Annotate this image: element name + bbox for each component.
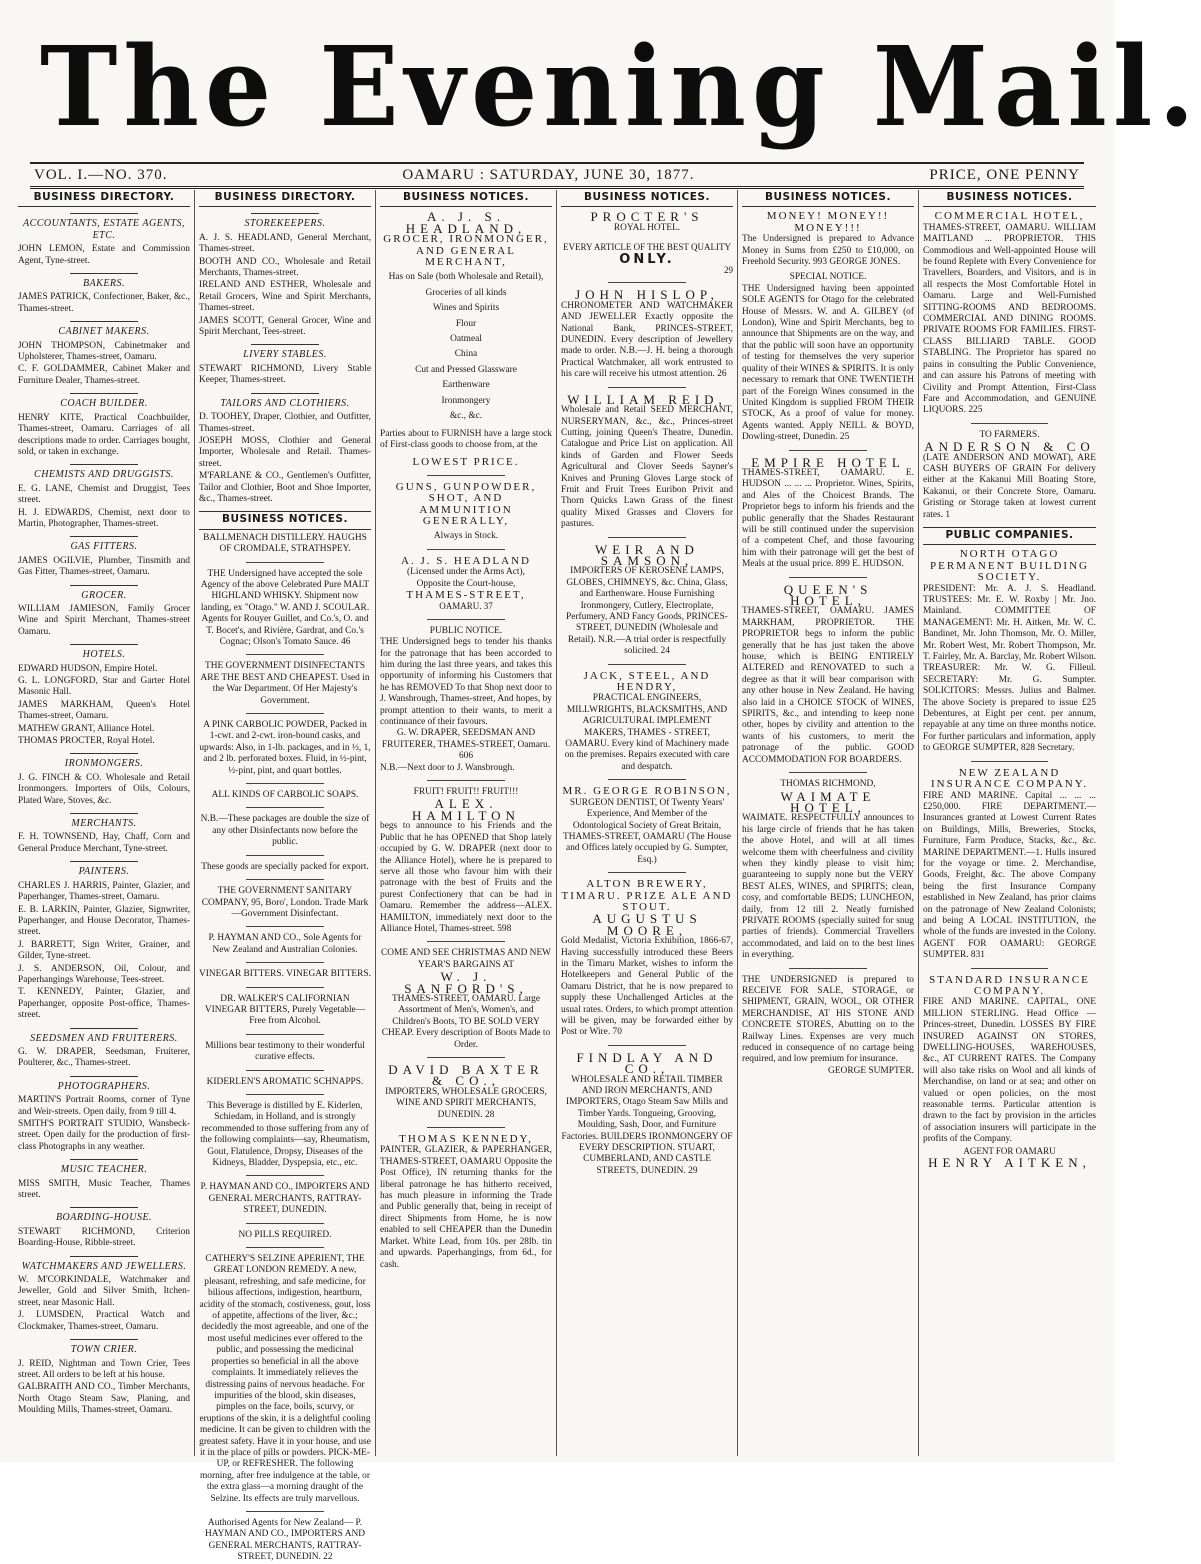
ad-title: MR. GEORGE ROBINSON, — [562, 785, 732, 798]
column-business-directory-1 — [14, 190, 195, 1456]
commercial-hotel-ad — [923, 211, 1096, 416]
directory-entry: J. REID, Nightman and Town Crier, Tees street. All orders to be left at his house. — [18, 1358, 190, 1380]
ad-text: SURGEON DENTIST, Of Twenty Years' Experience, And Member of the Odontological Society of Great Britain, THAMES-STREET, OAMARU (The House and Offices lately occupied by G. Sumpter, Esq.) — [562, 797, 732, 865]
section-heading: MERCHANTS. — [18, 813, 190, 829]
ad-line: LOWEST PRICE. — [412, 456, 520, 469]
ad-text: PRACTICAL ENGINEERS, MILLWRIGHTS, BLACKSMITHS, AND AGRICULTURAL IMPLEMENT MAKERS, THAMES - STREET, OAMARU. Every kind of Machinery made on the premises. Repairs executed with care and despatch. — [564, 693, 730, 772]
directory-entry: W. M'CORKINDALE, Watchmaker and Jeweller, Gold and Silver Smith, Itchen-street, near Masonic Hall. — [18, 1275, 190, 1308]
divider — [246, 562, 323, 563]
ad-line: Opposite the Court-house, — [416, 578, 516, 589]
notice-paragraph: THE GOVERNMENT SANITARY COMPANY, 95, Boro', London. Trade Mark—Government Disinfectant. — [201, 886, 369, 919]
ad-line: Always in Stock. — [433, 531, 499, 542]
directory-entry: STEWART RICHMOND, Criterion Boarding-House, Ribble-street. — [18, 1226, 190, 1249]
section-heading: WATCHMAKERS AND JEWELLERS. — [18, 1256, 190, 1272]
section-heading: MUSIC TEACHER. — [18, 1159, 190, 1175]
notice-paragraph: ALL KINDS OF CARBOLIC SOAPS. — [211, 790, 359, 801]
column-subheading: PUBLIC COMPANIES. — [923, 527, 1096, 545]
ad-title: PROCTER'S — [590, 209, 704, 225]
divider — [246, 1223, 323, 1224]
notice-paragraph: KIDERLEN'S AROMATIC SCHNAPPS. — [206, 1076, 364, 1087]
ad-text: The Undersigned is prepared to Advance Money in Sums from £250 to £10,000, on Freehold Security. 993 GEORGE JONES. — [742, 234, 914, 268]
directory-entry: F. H. TOWNSEND, Hay, Chaff, Corn and General Produce Merchant, Tyne-street. — [18, 832, 190, 854]
ad-title: MONEY! MONEY!! MONEY!!! — [766, 210, 890, 234]
directory-entry: MISS SMITH, Music Teacher, Thames street. — [18, 1178, 190, 1201]
money-ad — [742, 211, 914, 268]
ad-list-item: Wines and Spirits — [432, 303, 500, 314]
divider — [608, 282, 685, 283]
ad-title: NEW ZEALAND INSURANCE COMPANY. — [930, 766, 1089, 791]
procter-ad — [561, 211, 733, 276]
divider — [427, 475, 504, 476]
directory-blocks — [199, 213, 371, 505]
divider — [246, 987, 323, 988]
price: PRICE, ONE PENNY — [929, 166, 1080, 183]
divider — [427, 1127, 504, 1128]
divider — [608, 664, 685, 665]
section-heading: COACH BUILDER. — [18, 393, 190, 409]
divider — [789, 450, 866, 451]
ad-title: ANDERSON & CO — [924, 439, 1095, 455]
findlay-ad — [561, 1049, 733, 1177]
section-heading: TOWN CRIER. — [18, 1339, 190, 1355]
ad-subtitle: ROYAL HOTEL. — [613, 222, 681, 233]
directory-entry: JAMES SCOTT, General Grocer, Wine and Spirit Merchant, Tees-street. — [199, 315, 371, 338]
directory-entry: H. J. EDWARDS, Chemist, next door to Martin, Photographer, Thames-street. — [18, 507, 190, 529]
divider — [608, 537, 685, 538]
divider — [246, 713, 323, 714]
divider — [971, 761, 1049, 762]
ad-text: N.B.—Next door to J. Wansbrough. — [380, 762, 515, 773]
section-heading: LIVERY STABLES. — [199, 344, 371, 360]
directory-entry: T. KENNEDY, Painter, Glazier, and Paperhanger, opposite Post-office, Thames-street. — [18, 987, 190, 1021]
notice-paragraph: This Beverage is distilled by E. Kiderlen, Schiedam, in Holland, and is strongly recommended to those suffering from any of the following complaints—say, Rheumatism, Gout, Flatulence, Dropsy, Diseases of the Kidneys, Bladder, Dyspepsia, etc., etc. — [200, 1100, 370, 1168]
masthead — [40, 21, 1201, 152]
directory-entry: G. L. LONGFORD, Star and Garter Hotel Masonic Hall. — [18, 676, 190, 698]
ad-text: WHOLESALE AND RETAIL TIMBER AND IRON MERCHANTS, AND IMPORTERS, Otago Steam Saw Mills and Timber Yards. Tongueing, Grooving, Moulding, Sash, Door, and Furniture Factories. BUILDERS IRONMONGERY OF EVERY DESCRIPTION. STUART, CUMBERLAND, AND CASTLE STREETS, DUNEDIN. 29 — [561, 1074, 733, 1176]
column-business-notices-3 — [376, 190, 557, 1456]
divider — [427, 619, 504, 620]
ad-list-item: Earthenware — [442, 380, 490, 391]
directory-entry: SMITH'S PORTRAIT STUDIO, Wansbeck-street. Open daily for the production of first-class Photographs in any weather. — [18, 1119, 190, 1152]
ad-list-item: Flour — [455, 318, 477, 329]
column-heading: BUSINESS NOTICES. — [380, 190, 552, 207]
ad-signature: G. W. DRAPER, SEEDSMAN AND FRUITERER, THAMES-STREET, Oamaru. 606 — [381, 728, 551, 762]
ad-title: NORTH OTAGO PERMANENT BUILDING SOCIETY. — [930, 548, 1089, 584]
directory-entry: A. J. S. HEADLAND, General Merchant, Thames-street. — [199, 232, 371, 255]
column-subheading: BUSINESS NOTICES. — [199, 511, 371, 529]
reid-ad — [561, 391, 733, 531]
notice-paragraph: NO PILLS REQUIRED. — [238, 1229, 332, 1240]
ad-text: FIRE AND MARINE. CAPITAL, ONE MILLION STERLING. Head Office — Princes-street, Dunedin. LOSSES BY FIRE INSURED AGAINST ON STORES, DWELLING-HOUSES, WAREHOUSES, &c., AT CURRENT RATES. The Company will also take risks on Wool and all kinds of Merchandise, on land or at sea; and other on valued or open policies, on the most reasonable terms. Particular attention is drawn to the fact by provision in the articles of association insurers will participate in the profits of the Company. — [923, 997, 1096, 1145]
divider — [246, 926, 323, 927]
directory-entry: D. TOOHEY, Draper, Clothier, and Outfitter, Thames-street. — [199, 412, 371, 434]
ad-text: THAMES-STREET, OAMARU. Large Assortment of Men's, Women's, and Children's Boots, TO BE SOLD VERY CHEAP. Every description of Boots Made to Order. — [381, 993, 551, 1050]
ad-text: FIRE AND MARINE. Capital ... ... ... £250,000. FIRE DEPARTMENT.—Insurances granted at Lowest Current Rates on Buildings, Mills, Breweries, Stocks, Furniture, Farm Produce, Stacks, &c., &c. MARINE DEPARTMENT.—1. Hulls insured for the voyage or time. 2. Merchandise, Goods, Freight, &c. The above Company being the first Insurance Company established in New Zealand, has prior claims on the patronage of New Zealand Colonists; and being A LOCAL INSTITUTION, the whole of the funds are invested in the Colony. AGENT FOR OAMARU: GEORGE SUMPTER. 831 — [923, 790, 1096, 961]
north-otago-society-ad — [923, 549, 1096, 754]
ad-list-item: Ironmongery — [441, 395, 491, 406]
divider — [608, 872, 685, 873]
ad-item-list — [380, 288, 552, 423]
ad-title: JACK, STEEL, AND HENDRY, — [583, 669, 711, 694]
ad-text: THE Undersigned having been appointed SOLE AGENTS for Otago for the celebrated House of Messrs. W. and A. GILBEY (of London), Wine and Spirit Merchants, beg to announce that Shipments are on the way, and that the public will soon have an opportunity of testing for themselves the very superior quality of their WINES & SPIRITS. It is only necessary to remark that ONE TWENTIETH part of the Foreign Wines consumed in the United Kingdom is supplied FROM THEIR STOCK, As a proof of value for money. Agents wanted. Apply NEILL & BOYD, Dowling-street, Dunedin. 25 — [742, 283, 914, 443]
kennedy-ad — [380, 1134, 552, 1271]
directory-entry: JAMES OGILVIE, Plumber, Tinsmith and Gas Fitter, Thames-street, Oamaru. — [18, 555, 190, 578]
directory-entry: MARTIN'S Portrait Rooms, corner of Tyne and Weir-streets. Open daily, from 9 till 4. — [18, 1095, 190, 1117]
ad-title: THOMAS KENNEDY, — [399, 1133, 533, 1146]
ad-text: THAMES-STREET, OAMARU. E. HUDSON ... ... ... Proprietor. Wines, Spirits, and Ales of the Choicest Brands. The Proprietor begs to inform his friends and the public generally that the Shades Restaurant will be still continued under the supervision of a competent Chef, and those favouring him with their patronage will get the best of Meals at the usual price. 899 E. HUDSON. — [742, 467, 914, 570]
directory-entry: JOHN THOMPSON, Cabinetmaker and Upholsterer, Thames-street, Oamaru. — [18, 340, 190, 363]
ad-line: Has on Sale (both Wholesale and Retail), — [388, 272, 544, 283]
directory-entry: JAMES PATRICK, Confectioner, Baker, &c., Thames-street. — [18, 292, 190, 314]
divider — [971, 968, 1049, 969]
ad-title: WEIR AND SAMSON, — [595, 541, 699, 568]
notice-paragraph: DR. WALKER'S CALIFORNIAN VINEGAR BITTERS, Purely Vegetable—Free from Alcohol. — [204, 993, 366, 1027]
ad-title: ALEX. HAMILTON — [412, 796, 520, 823]
directory-entry: MATHEW GRANT, Alliance Hotel. — [18, 723, 155, 734]
ad-list-item: Groceries of all kinds — [425, 287, 507, 298]
section-heading: GAS FITTERS. — [18, 536, 190, 552]
ad-signature: HENRY AITKEN, — [928, 1155, 1091, 1171]
section-heading: CABINET MAKERS. — [18, 321, 190, 337]
notice-paragraph: These goods are specially packed for export. — [201, 861, 369, 872]
fruit-ad — [380, 787, 552, 935]
ad-text: PRESIDENT: Mr. A. J. S. Headland. TRUSTEES: Mr. E. W. Roxby | Mr. Jno. Mainland. COMMITTEE OF MANAGEMENT: Mr. H. Aitken, Mr. W. C. Bandinet, Mr. John Thomson, Mr. O. Miller, Mr. Robert West, Mr. Robert Thompson, Mr. T. Fairley, Mr. A. Barclay, Mr. Robert Wilson. TREASURER: Mr. W. G. Filleul. SECRETARY: Mr. G. Sumpter. SOLICITORS: Messrs. Julius and Balmer. The above Society is prepared to issue £25 Debentures, at Eight per cent. per annum, repayable at any time on three months notice. For further particulars and information, apply to GEORGE SUMPTER, 828 Secretary. — [923, 583, 1096, 754]
ad-line: OAMARU. 37 — [439, 601, 493, 612]
divider — [246, 1034, 323, 1035]
divider — [789, 968, 866, 969]
divider — [246, 855, 323, 856]
ad-text: IMPORTERS OF KEROSENE LAMPS, GLOBES, CHIMNEYS, &c. China, Glass, and Earthenware. House Furnishing Ironmongery, Cutlery, Electroplate, Perfumery, AND Fancy Goods, PRINCES-STREET, DUNEDIN (Wholesale and Retail). N.R.—A trial order is respectfully solicited. 24 — [566, 566, 728, 657]
ad-title: EMPIRE HOTEL — [751, 454, 905, 470]
ad-title: WAIMATE HOTEL, — [780, 788, 876, 815]
notice-paragraph: P. HAYMAN AND CO., Sole Agents for New Zealand and Australian Colonies. — [208, 933, 362, 955]
ad-subtitle: GROCER, IRONMONGER, AND GENERAL MERCHANT, — [383, 233, 549, 269]
directory-entry: E. G. LANE, Chemist and Druggist, Tees street. — [18, 483, 190, 506]
special-notice-ad — [742, 272, 914, 443]
section-heading: PHOTOGRAPHERS. — [18, 1076, 190, 1092]
divider — [427, 1057, 504, 1058]
divider — [427, 941, 504, 942]
ad-list-item: &c., &c. — [449, 411, 483, 422]
ad-list-item: Oatmeal — [450, 334, 482, 345]
ad-text: IMPORTERS, WHOLESALE GROCERS, WINE AND SPIRIT MERCHANTS, DUNEDIN. 28 — [385, 1086, 547, 1120]
directory-entry: THOMAS PROCTER, Royal Hotel. — [18, 736, 155, 747]
section-heading: BAKERS. — [18, 273, 190, 289]
divider — [246, 1094, 323, 1095]
divider — [608, 1045, 685, 1046]
notices-list — [199, 533, 371, 1564]
divider — [246, 807, 323, 808]
ad-text: THAMES-STREET, OAMARU. WILLIAM MAITLAND ... PROPRIETOR. THIS Commodious and Well-appointed House will be found Replete with Every Convenience for Travellers, Boarders, and Visitors, and is in all respects the Most Comfortable Hotel in Oamaru. Large and Well-Furnished SITTING-ROOMS AND BEDROOMS. COMMERCIAL AND DINING ROOMS. PRIVATE ROOMS FOR FAMILIES. FIRST-CLASS BILLIARD TABLE. GOOD STABLING. The Proprietor has spared no pains in consulting the Public Convenience, and can assure his Patrons of meeting with Civility and Prompt Attention, First-Class Fare and Accommodation, and GENUINE LIQUORS. 225 — [923, 222, 1096, 416]
baxter-ad — [380, 1064, 552, 1121]
directory-entry: GALBRAITH AND CO., Timber Merchants, North Otago Steam Saw, Planing, and Moulding Mills, Thames-street, Oamaru. — [18, 1382, 190, 1416]
section-heading: GROCER. — [18, 585, 190, 601]
column-business-directory-2 — [195, 190, 376, 1563]
directory-entry: C. F. GOLDAMMER, Cabinet Maker and Furniture Dealer, Thames-street. — [18, 364, 190, 386]
weir-ad — [561, 541, 733, 658]
headland-ad — [380, 211, 552, 612]
ad-line: AGENT FOR OAMARU — [963, 1145, 1056, 1156]
ad-text: (LATE ANDERSON AND MOWAT), ARE CASH BUYERS OF GRAIN For delivery either at the Kakanui Mill Boating Store, Kakanui, or their Concrete Store, Oamaru. Gristing or Storage taken at lowest current rates. 1 — [923, 452, 1096, 520]
standard-insurance-ad — [923, 975, 1096, 1169]
section-heading: IRONMONGERS. — [18, 753, 190, 769]
divider — [427, 549, 504, 550]
directory-entry: CHARLES J. HARRIS, Painter, Glazier, and Paperhanger, Thames-street, Oamaru. — [18, 880, 190, 903]
nz-insurance-ad — [923, 768, 1096, 962]
ad-title: FRUIT! FRUIT!! FRUIT!!! — [413, 787, 519, 798]
queens-hotel-ad — [742, 581, 914, 767]
column-heading: BUSINESS NOTICES. — [923, 190, 1096, 207]
dateline — [30, 162, 1084, 189]
directory-entry: J. BARRETT, Sign Writer, Grainer, and Gilder, Tyne-street. — [18, 939, 190, 962]
ad-text: PAINTER, GLAZIER, & PAPERHANGER, THAMES-STREET, OAMARU Opposite the Post Office), IN returning thanks for the liberal patronage he has hitherto received, has much pleasure in informing the Trade and Public generally that, being in receipt of direct Shipments from Home, he is now enabled to sell CHEAPER than the Dunedin Market. White Lead, from 10s. per 28lb. tin and upwards. Paperhangings, from 6d., for cash. — [380, 1145, 552, 1270]
section-heading: PAINTERS. — [18, 861, 190, 877]
divider — [246, 1247, 323, 1248]
ad-title: STANDARD INSURANCE COMPANY. — [929, 973, 1090, 997]
ad-text: THAMES-STREET, OAMARU. JAMES MARKHAM, PROPRIETOR. THE PROPRIETOR begs to inform the public generally that he has just taken the above house, which is BEING ENTIRELY ALTERED and RENOVATED to such a degree as that it will bear comparison with any other house in New Zealand. He having also laid in a CHOICE STOCK of WINES, SPIRITS, &c., and intending to keep none other, hopes by civility and attention to the wants of his customers, to merit the patronage of the public. GOOD ACCOMMODATION FOR BOARDERS. — [742, 606, 914, 765]
robinson-ad — [561, 786, 733, 866]
jack-ad — [561, 671, 733, 774]
ad-signature: GEORGE SUMPTER. — [828, 1065, 914, 1076]
divider — [246, 962, 323, 963]
ad-title: COMMERCIAL HOTEL, — [934, 210, 1085, 223]
divider — [246, 783, 323, 784]
directory-entry: J. LUMSDEN, Practical Watch and Clockmaker, Thames-street, Oamaru. — [18, 1310, 190, 1332]
divider — [789, 772, 866, 773]
ad-line: THAMES-STREET, — [406, 588, 526, 601]
notice-paragraph: Millions bear testimony to their wonderful curative effects. — [205, 1040, 365, 1063]
divider — [246, 879, 323, 880]
directory-entry: G. W. DRAPER, Seedsman, Fruiterer, Poulterer, &c., Thames-street. — [18, 1046, 190, 1069]
notice-paragraph: THE GOVERNMENT DISINFECTANTS ARE THE BEST AND CHEAPEST. Used in the War Department. Of Her Majesty's Government. — [200, 661, 370, 706]
directory-entry: J. G. FINCH & CO. Wholesale and Retail Ironmongers. Importers of Oils, Colours, Plated Ware, Stoves, &c. — [18, 772, 190, 806]
divider — [246, 654, 323, 655]
ad-line: GUNS, GUNPOWDER, SHOT, AND AMMUNITION GENERALLY, — [395, 480, 537, 527]
section-heading: STOREKEEPERS. — [199, 213, 371, 229]
directory-entry: STEWART RICHMOND, Livery Stable Keeper, Thames-street. — [199, 363, 371, 386]
notice-paragraph: THE Undersigned have accepted the sole Agency of the above Celebrated Pure MALT HIGHLAND WHISKY. Shipment now landing, ex "Otago." W. AND J. SCOULAR. Agents for Rouyer Guillet, and Co.'s, O. and T. Bocet's, and Rivière, Gardrat, and Co.'s Cognac; Olson's Tomato Sauce. 46 — [200, 568, 370, 647]
ad-title: SPECIAL NOTICE. — [789, 272, 867, 283]
directory-entry: JAMES MARKHAM, Queen's Hotel Thames-street, Oamaru. — [18, 699, 190, 722]
ad-title: ALTON BREWERY, TIMARU. PRIZE ALE AND STOUT. — [561, 878, 733, 913]
section-heading: ACCOUNTANTS, ESTATE AGENTS, ETC. — [18, 213, 190, 241]
ad-text: WAIMATE. RESPECTFULLY announces to his large circle of friends that he has taken the above Hotel, and will at all times welcome them with cheerfulness and civility when they kindly please to visit him; guaranteeing to supply none but the VERY BEST ALES, WINES, and SPIRITS; clean, cosy, and comfortable BEDS; LUNCHEON, daily, from 12 till 2. Neatly furnished PRIVATE ROOMS (specially suited for snug parties of friends). Commercial Travellers accommodated, and laid on to the best lines in everything. — [742, 813, 914, 961]
divider — [971, 423, 1049, 424]
ad-line: ONLY. — [619, 251, 675, 267]
directory-entry: JOHN LEMON, Estate and Commission Agent, Tyne-street. — [18, 244, 190, 266]
directory-entry: IRELAND AND ESTHER, Wholesale and Retail Grocers, Wine and Spirit Merchants, Thames-street. — [199, 280, 371, 314]
ad-title: PUBLIC NOTICE. — [429, 625, 503, 636]
ad-title: TO FARMERS. — [979, 429, 1040, 440]
anderson-ad — [923, 430, 1096, 521]
divider — [608, 387, 685, 388]
ad-text: Wholesale and Retail SEED MERCHANT, NURSERYMAN, &c., &c., Princes-street Cutting, joining Queen's Theatre, Dunedin. Catalogue and Price List on application. All kinds of Garden and Flower Seeds Agricultural and Clover Seeds Sayner's Knives and Pruning Gloves Large stock of Fruit and Fruit Trees Euribon Privit and Thorn Quicks Lawn Grass of the finest quality Mixed Grasses and Clovers for pastures. — [561, 405, 733, 530]
directory-entry: BOOTH AND CO., Wholesale and Retail Merchants, Thames-street. — [199, 256, 371, 279]
ad-title: QUEEN'S HOTEL, — [783, 581, 873, 608]
ad-title: WILLIAM REID, — [567, 391, 727, 407]
directory-entry: E. B. LARKIN, Painter, Glazier, Signwriter, Paperhanger, and House Decorator, Thames-street. — [18, 904, 190, 938]
divider — [789, 577, 866, 578]
notice-paragraph: VINEGAR BITTERS. VINEGAR BITTERS. — [199, 969, 371, 980]
directory-blocks — [18, 213, 190, 1416]
ad-text: THE Undersigned begs to tender his thanks for the patronage that has been accorded to him during the last three years, and takes this opportunity of informing his Customers that he has REMOVED To that Shop next door to J. Wansbrough, Thames-street, And hopes, by prompt attention to their wants, to merit a continuance of their favours. — [380, 637, 552, 728]
place-date: OAMARU : SATURDAY, JUNE 30, 1877. — [402, 166, 695, 183]
ad-title: JOHN HISLOP, — [575, 287, 719, 303]
section-heading: TAILORS AND CLOTHIERS. — [199, 393, 371, 409]
ad-line: (Licensed under the Arms Act), — [407, 567, 525, 578]
waimate-hotel-ad — [742, 779, 914, 962]
notice-paragraph: P. HAYMAN AND CO., IMPORTERS AND GENERAL MERCHANTS, RATTRAY-STREET, DUNEDIN. — [200, 1182, 370, 1216]
divider — [246, 1070, 323, 1071]
section-heading: BOARDING-HOUSE. — [18, 1207, 190, 1223]
ad-line: 29 — [724, 265, 733, 276]
column-heading: BUSINESS DIRECTORY. — [18, 190, 190, 207]
column-heading: BUSINESS DIRECTORY. — [199, 190, 371, 207]
ad-text: THE UNDERSIGNED is prepared to RECEIVE FOR SALE, STORAGE, or SHIPMENT, GRAIN, WOOL, OR OTHER MERCHANDISE, AT HIS STONE AND CONCRETE STORES, Abutting on to the Railway Lines. Expenses are very much reduced in consequence of no cartage being required, and low premium for insurance. — [742, 974, 914, 1065]
column-business-notices-4 — [557, 190, 738, 1456]
directory-entry: JOSEPH MOSS, Clothier and General Importer, Wholesale and Retail. Thames-street. — [199, 435, 371, 469]
columns — [14, 190, 1100, 1563]
ad-list-item: China — [454, 349, 478, 360]
section-heading: SEEDSMEN AND FRUITERERS. — [18, 1028, 190, 1044]
ad-text: CHRONOMETER AND WATCHMAKER AND JEWELLER Exactly opposite the National Bank, PRINCES-STREET, DUNEDIN. Every description of Jewellery made to order. N.B.—J. H. being a thorough Practical Watchmaker, all work entrusted to his care will receive his utmost attention. 26 — [561, 300, 733, 380]
public-notice-ad — [380, 626, 552, 774]
ad-title: A. J. S. HEADLAND, — [405, 209, 527, 236]
section-heading: HOTELS. — [18, 644, 190, 660]
section-heading: CHEMISTS AND DRUGGISTS. — [18, 464, 190, 480]
ad-text: Gold Medalist, Victoria Exhibition, 1866-67, Having successfully introduced these Beers in the Timaru Market, wishes to inform the Hotelkeepers and General Public of the Oamaru District, that he is now prepared to supply these Unchallenged Articles at the usual rates. Orders, to which prompt attention will be given, may be forwarded either by Post or Wire. 70 — [561, 936, 733, 1038]
divider — [427, 780, 504, 781]
column-heading: BUSINESS NOTICES. — [561, 190, 733, 207]
directory-entry: J. S. ANDERSON, Oil, Colour, and Paperhangings Warehouse, Tees-street. — [18, 963, 190, 985]
column-business-notices-5 — [738, 190, 919, 1456]
sanford-ad — [380, 948, 552, 1051]
notice-paragraph: N.B.—These packages are double the size of any other Disinfectants now before the public. — [200, 814, 370, 848]
ad-title: COME AND SEE CHRISTMAS AND NEW YEAR'S BARGAINS AT — [380, 948, 552, 970]
ad-title: AUGUSTUS MOORE, — [592, 911, 702, 938]
directory-entry: HENRY KITE, Practical Coachbuilder, Thames-street, Oamaru. Carriages of all descriptions made to order. Carriages bought, sold, or taken in exchange. — [18, 412, 190, 457]
alton-ad — [561, 879, 733, 1039]
directory-entry: WILLIAM JAMIESON, Family Grocer Wine and Spirit Merchant, Thames-street Oamaru. — [18, 603, 190, 637]
notice-paragraph: Authorised Agents for New Zealand— P. HAYMAN AND CO., IMPORTERS AND GENERAL MERCHANTS, RATTRAY-STREET, DUNEDIN. 22 — [204, 1517, 366, 1563]
hislop-ad — [561, 289, 733, 380]
empire-hotel-ad — [742, 454, 914, 571]
ad-list-item: Cut and Pressed Glassware — [415, 364, 517, 375]
masthead-title: The Evening Mail. — [40, 21, 1201, 152]
volume-number: VOL. I.—NO. 370. — [34, 166, 168, 183]
ad-title: FINDLAY AND CO., — [576, 1049, 718, 1077]
notice-paragraph: CATHERY'S SELZINE APERIENT, THE GREAT LONDON REMEDY. A new, pleasant, refreshing, and safe medicine, for bilious affections, indigestion, heartburn, acidity of the stomach, costiveness, gout, loss of appetite, affections of the liver, &c.; decidedly the most agreeable, and one of the most useful medicines ever offered to the public, and possessing the medicinal properties so beneficial in all the above complaints. It immediately relieves the distressing pains of nervous headache. For impurities of the blood, skin diseases, pimples on the face, boils, scurvy, or eruptions of the skin, it is a delightful cooling medicine. It can be given to children with the greatest safety. Have it in your house, and use it in the place of pills or powders. PICK-ME-UP, or REFRESHER. The following morning, after free indulgence at the table, or the extra glass—a morning draught of the Selzine. Its effects are truly marvellous. — [199, 1254, 371, 1504]
column-heading: BUSINESS NOTICES. — [742, 190, 914, 207]
ad-text: Parties about to FURNISH have a large stock of First-class goods to choose from, at the — [380, 428, 552, 450]
ad-signature: A. J. S. HEADLAND — [401, 554, 531, 567]
directory-entry: M'FARLANE & CO., Gentlemen's Outfitter, Tailor and Clothier, Boot and Shoe Importer, &c., Thames-street. — [199, 471, 371, 504]
storage-ad — [742, 975, 914, 1078]
notice-paragraph: BALLMENACH DISTILLERY. HAUGHS OF CROMDALE, STRATHSPEY. — [203, 532, 367, 555]
divider — [246, 1511, 323, 1512]
ad-title: DAVID BAXTER & CO., — [388, 1062, 544, 1089]
ad-line: EVERY ARTICLE OF THE BEST QUALITY — [562, 242, 732, 253]
ad-text: begs to announce to his Friends and the Public that he has OPENED that Shop lately occupied by G. W. DRAPER (next door to the Alliance Hotel), where he is prepared to serve all those who favour him with their patronage with the best of Fruits and the purest Confectionery that can be had in Oamaru. Remember the address—ALEX. HAMILTON, immediately next door to the Alliance Hotel, Thames-street. 598 — [380, 821, 552, 934]
divider — [246, 1175, 323, 1176]
column-business-notices-6 — [919, 190, 1100, 1456]
ad-title: W. J. SANFORD'S, — [404, 969, 528, 996]
divider — [608, 779, 685, 780]
directory-entry: EDWARD HUDSON, Empire Hotel. — [18, 663, 158, 674]
ad-title: THOMAS RICHMOND, — [780, 779, 876, 790]
notice-paragraph: A PINK CARBOLIC POWDER, Packed in 1-cwt. and 2-cwt. iron-bound casks, and upwards: Also, in 1-lb. packages, and in ½, 1, and 2 lb. perforated boxes. Fluid, in ½-pint, ½-pint, pint, and quart bottles. — [199, 720, 371, 776]
